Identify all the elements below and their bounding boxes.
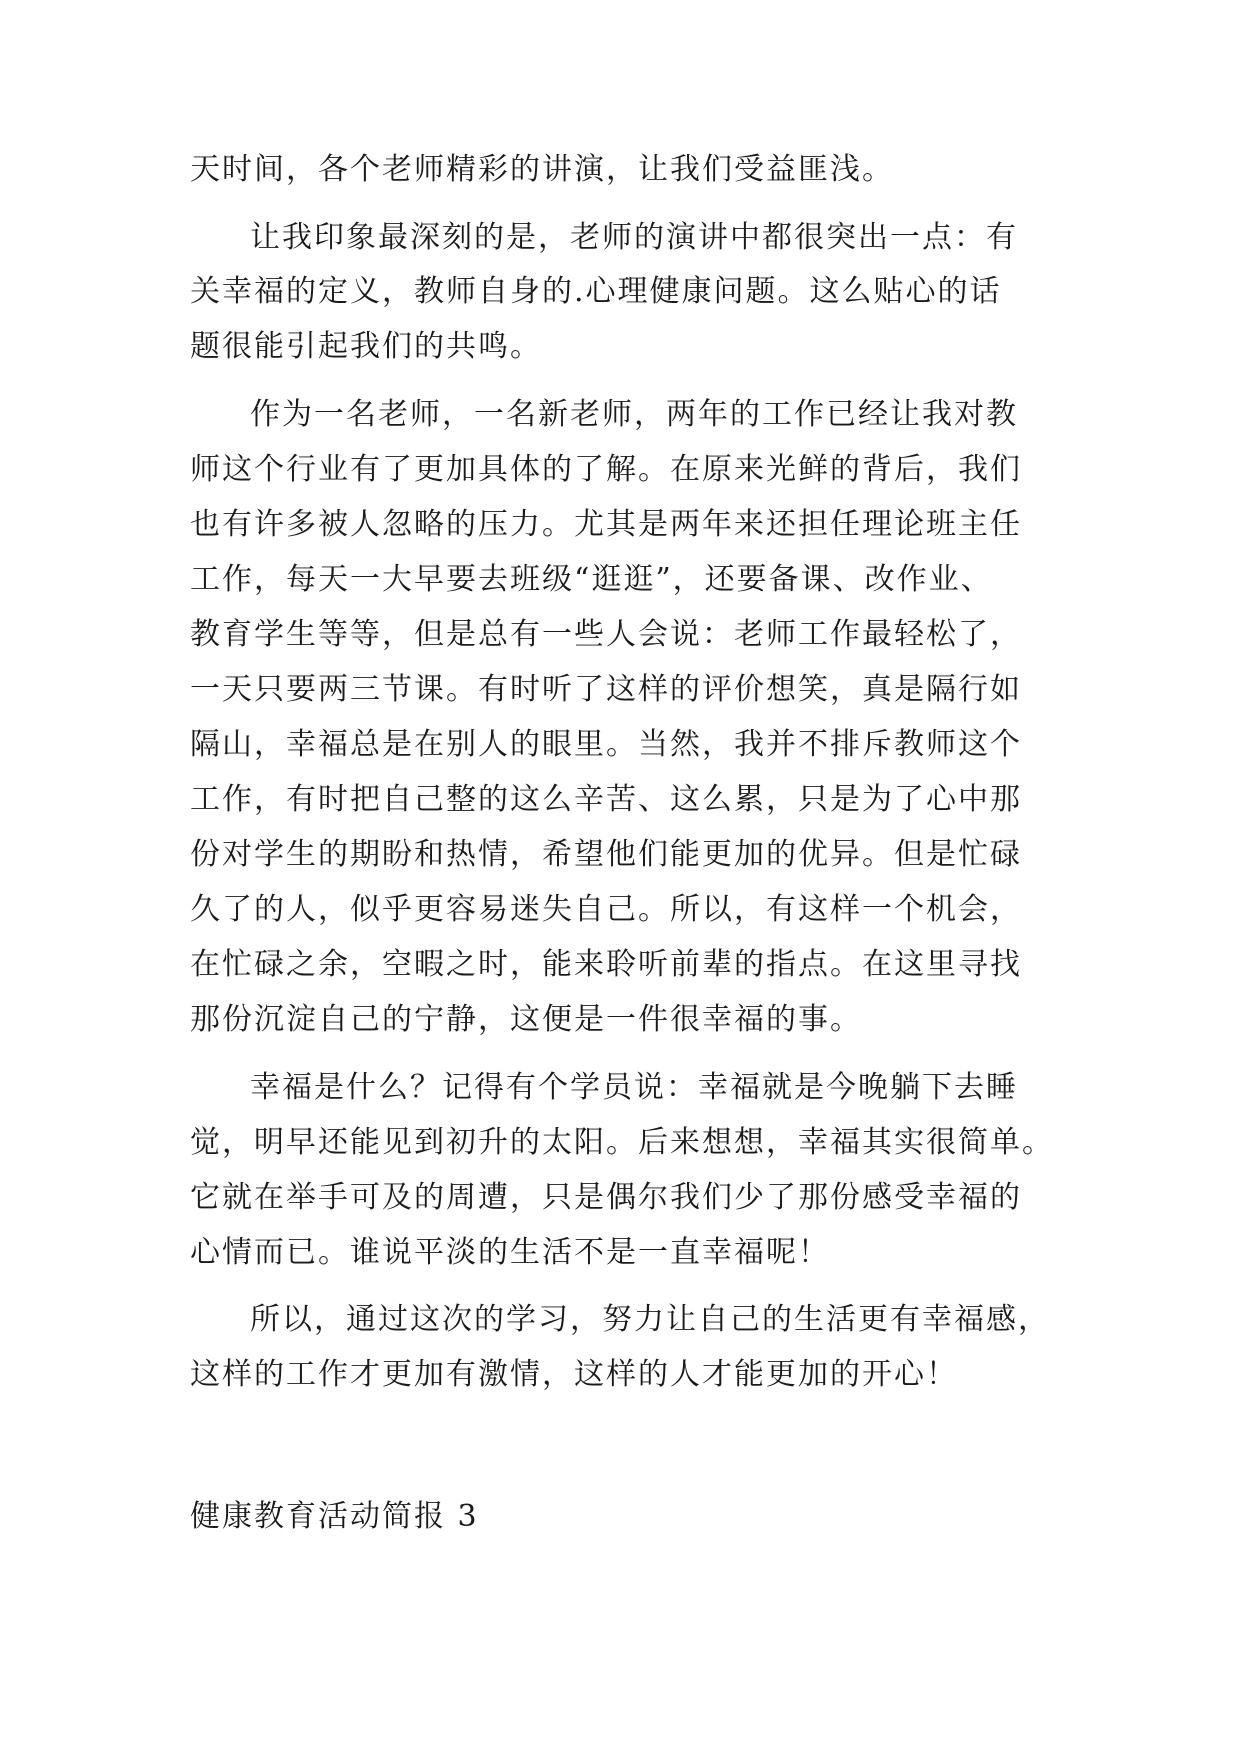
text-line: 天时间，各个老师精彩的讲演，让我们受益匪浅。 (190, 152, 894, 187)
text-line: 隔山，幸福总是在别人的眼里。当然，我并不排斥教师这个 (190, 727, 1022, 762)
section-heading: 健康教育活动简报 3 (190, 1499, 479, 1534)
text-line: 心情而已。谁说平淡的生活不是一直幸福呢！ (190, 1235, 830, 1270)
text-line: 那份沉淀自己的宁静，这便是一件很幸福的事。 (190, 1002, 862, 1037)
text-line: 觉，明早还能见到初升的太阳。后来想想，幸福其实很简单。 (190, 1125, 1054, 1160)
text-line: 题很能引起我们的共鸣。 (190, 329, 542, 364)
text-line: 份对学生的期盼和热情，希望他们能更加的优异。但是忙碌 (190, 837, 1022, 872)
text-line: 这样的工作才更加有激情，这样的人才能更加的开心！ (190, 1357, 958, 1392)
text-line: 让我印象最深刻的是，老师的演讲中都很突出一点：有 (250, 220, 1018, 255)
text-line: 久了的人，似乎更容易迷失自己。所以，有这样一个机会， (190, 892, 1022, 927)
text-line: 一天只要两三节课。有时听了这样的评价想笑，真是隔行如 (190, 672, 1022, 707)
text-line: 所以，通过这次的学习，努力让自己的生活更有幸福感， (250, 1302, 1050, 1337)
text-line: 在忙碌之余，空暇之时，能来聆听前辈的指点。在这里寻找 (190, 947, 1022, 982)
text-line: 教育学生等等，但是总有一些人会说：老师工作最轻松了， (190, 617, 1022, 652)
text-line: 工作，每天一大早要去班级“逛逛”，还要备课、改作业、 (190, 562, 993, 597)
text-line: 师这个行业有了更加具体的了解。在原来光鲜的背后，我们 (190, 452, 1022, 487)
text-line: 幸福是什么？记得有个学员说：幸福就是今晚躺下去睡 (250, 1070, 1018, 1105)
text-line: 作为一名老师，一名新老师，两年的工作已经让我对教 (250, 397, 1018, 432)
text-line: 它就在举手可及的周遭，只是偶尔我们少了那份感受幸福的 (190, 1180, 1022, 1215)
text-line: 关幸福的定义，教师自身的.心理健康问题。这么贴心的话 (190, 274, 1002, 309)
text-line: 也有许多被人忽略的压力。尤其是两年来还担任理论班主任 (190, 507, 1022, 542)
text-line: 工作，有时把自己整的这么辛苦、这么累，只是为了心中那 (190, 782, 1022, 817)
